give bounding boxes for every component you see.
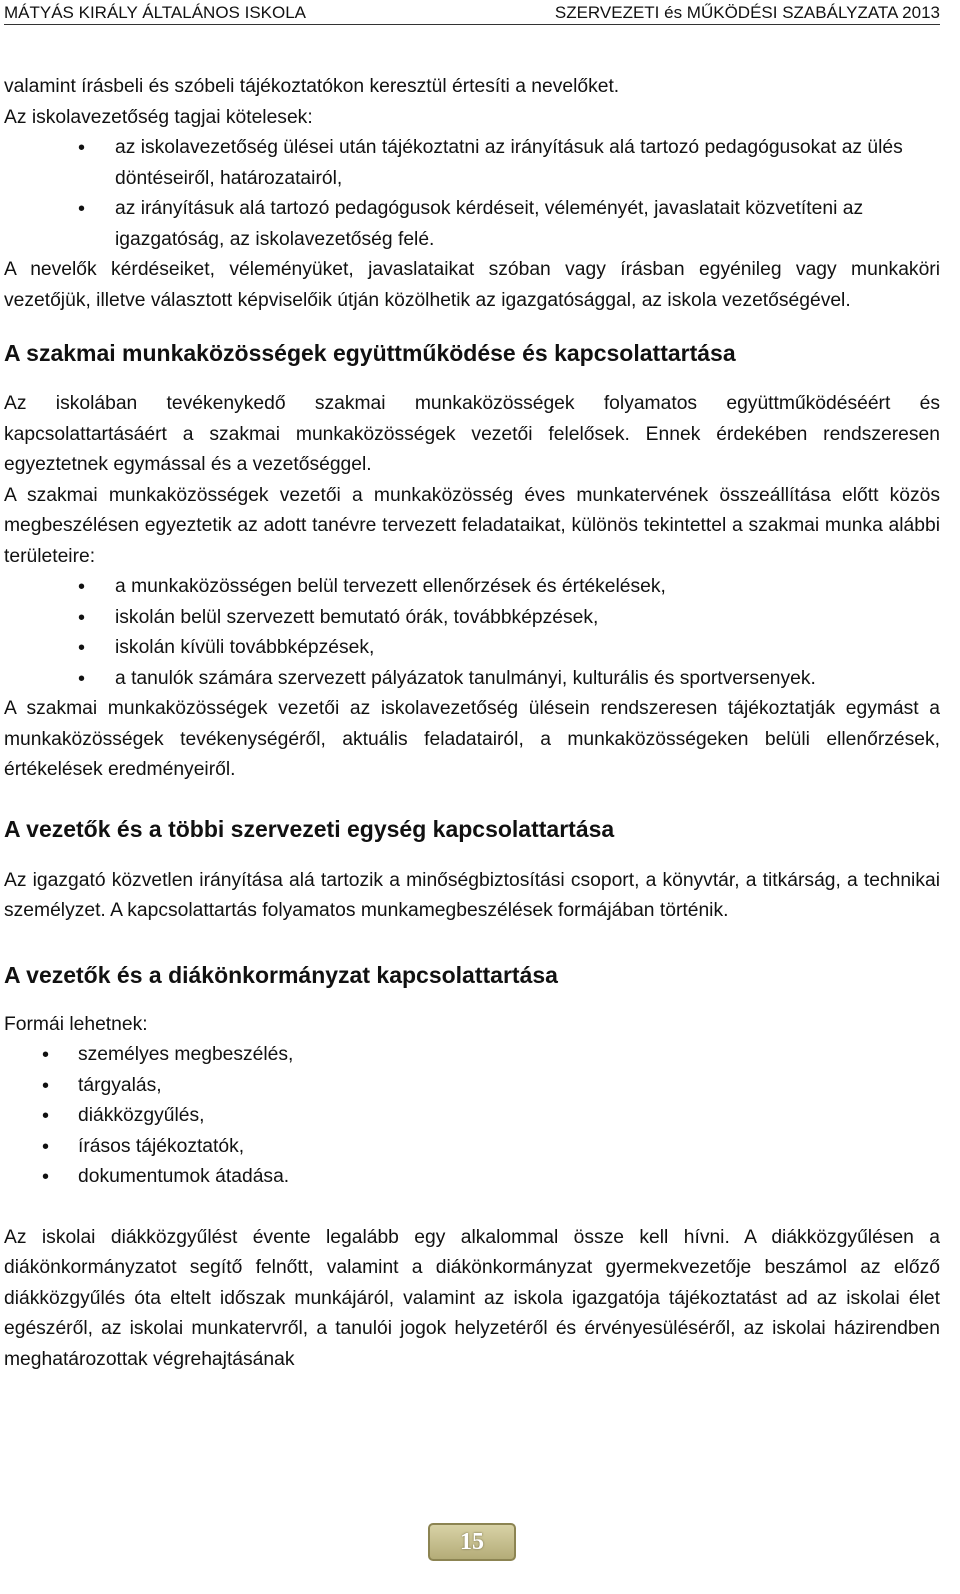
list-item: • tárgyalás,	[4, 1071, 940, 1102]
section2-paragraph-1: Az igazgató közvetlen irányítása alá tartozik a minőségbiztosítási csoport, a könyvtár, a titkárság, a technikai személyzet. A kapcsolattartás folyamatos munkamegbeszélések formájában történik.	[4, 869, 940, 921]
bullet-icon: •	[42, 1105, 50, 1127]
section1-paragraph-2: A szakmai munkaközösségek vezetői a munkaközösség éves munkatervének összeállítása előtt közös megbeszélésen egyeztetik az adott tanévre tervezett feladataikat, különös tekintettel a szakmai munka alábbi területeire:	[4, 484, 940, 567]
section-heading: A szakmai munkaközösségek együttműködése és kapcsolattartása	[4, 340, 736, 366]
page-number-badge	[428, 1523, 516, 1561]
list-item: • írásos tájékoztatók,	[4, 1132, 940, 1163]
intro-bullet-list	[4, 133, 940, 255]
intro-line-1: valamint írásbeli és szóbeli tájékoztatókon keresztül értesíti a nevelőket.	[4, 76, 620, 97]
list-item: • az iskolavezetőség ülései után tájékoztatni az irányításuk alá tartozó pedagógusokat az ülés döntéseiről, határozatairól,	[4, 133, 940, 194]
section1-paragraph-3: A szakmai munkaközösségek vezetői az iskolavezetőség ülésein rendszeresen tájékoztatják egymást a munkaközösségek tevékenységéről, aktuális feladatairól, a munkaközösségeken belüli ellenőrzések, értékelések eredményeiről.	[4, 698, 940, 780]
bullet-icon: •	[78, 667, 86, 690]
list-item: • diákközgyűlés,	[4, 1101, 940, 1132]
bullet-icon: •	[78, 576, 86, 598]
bullet-icon: •	[42, 1166, 50, 1188]
list-item: • dokumentumok átadása.	[4, 1162, 940, 1193]
bullet-icon: •	[78, 637, 86, 659]
intro-line-2: Az iskolavezetőség tagjai kötelesek:	[4, 106, 313, 128]
section-heading: A vezetők és a többi szervezeti egység kapcsolattartása	[4, 815, 615, 842]
bullet-icon: •	[42, 1074, 50, 1097]
list-item: • iskolán belül szervezett bemutató órák, továbbképzések,	[4, 603, 940, 634]
header-school-name: MÁTYÁS KIRÁLY ÁLTALÁNOS ISKOLA	[4, 3, 307, 22]
bullet-icon: •	[42, 1135, 50, 1158]
list-item: • a tanulók számára szervezett pályázatok tanulmányi, kulturális és sportversenyek.	[4, 664, 940, 695]
bullet-icon: •	[78, 137, 86, 159]
page-number: 15	[460, 1528, 484, 1555]
list-item: • az irányításuk alá tartozó pedagógusok kérdéseit, véleményét, javaslatait közvetíteni az igazgatóság, az iskolavezetőség felé.	[4, 194, 940, 255]
header-document-title: SZERVEZETI és MŰKÖDÉSI SZABÁLYZATA 2013	[554, 3, 940, 22]
list-item: • iskolán kívüli továbbképzések,	[4, 633, 940, 664]
bullet-icon: •	[78, 606, 86, 629]
list-item: • a munkaközösségen belül tervezett ellenőrzések és értékelések,	[4, 572, 940, 603]
bullet-icon: •	[42, 1044, 50, 1066]
list-item: • személyes megbeszélés,	[4, 1040, 940, 1071]
section3-bullet-list	[4, 1040, 940, 1193]
section3-intro: Formái lehetnek:	[4, 1013, 148, 1035]
bullet-icon: •	[78, 198, 86, 220]
section3-paragraph-1: Az iskolai diákközgyűlést évente legalább egy alkalommal össze kell hívni. A diákközgyűlésen a diákönkormányzatot segítő felnőtt, valamint a diákönkormányzat gyermekvezetője beszámol az előző diákközgyűlés óta eltelt időszak munkájáról, valamint az iskola igazgatója tájékoztatást ad az iskolai élet egészéről, az iskolai munkatervről, a tanulói jogok helyzetéről és érvényesüléséről, az iskolai házirendben meghatározottak végrehajtásának	[4, 1226, 940, 1370]
page-content	[4, 72, 940, 1375]
section1-paragraph-1: Az iskolában tevékenykedő szakmai munkaközösségek folyamatos együttműködéséért és kapcsolattartásáért a szakmai munkaközösségek vezetői felelősek. Ennek érdekében rendszeresen egyeztetnek egymással és a vezetőséggel.	[4, 393, 940, 475]
section-heading: A vezetők és a diákönkormányzat kapcsolattartása	[4, 961, 558, 988]
intro-paragraph: A nevelők kérdéseiket, véleményüket, javaslataikat szóban vagy írásban egyénileg vagy munkaköri vezetőjük, illetve választott képviselőik útján közölhetik az igazgatósággal, az iskola vezetőségével.	[4, 259, 940, 311]
section1-bullet-list	[4, 572, 940, 694]
page-header	[4, 0, 940, 25]
